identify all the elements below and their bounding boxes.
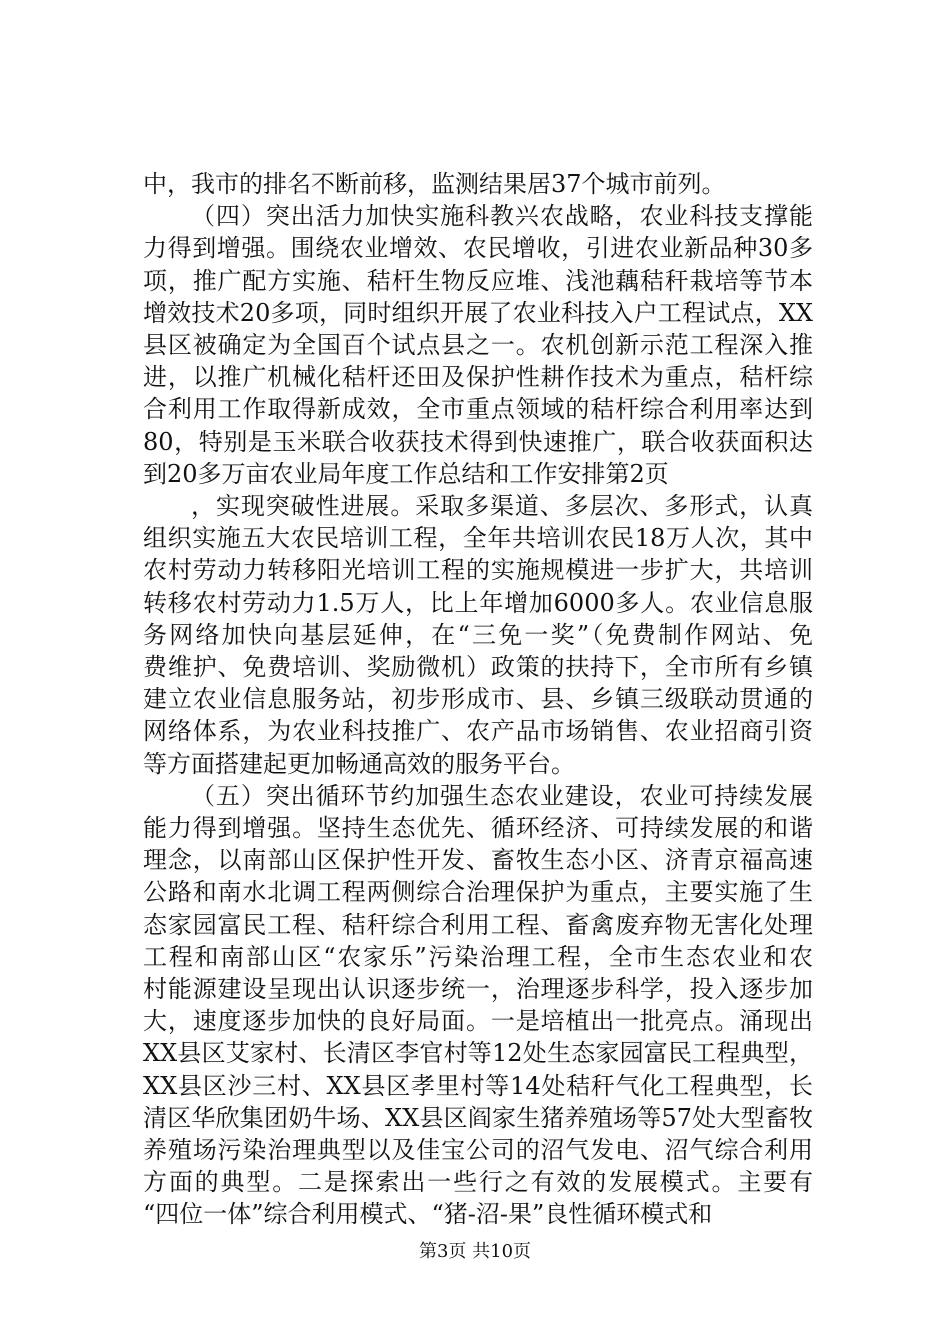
text-line: 县区被确定为全国百个试点县之一。农机创新示范工程深入推: [143, 331, 813, 359]
text-line: “四位一体”综合利用模式、“猪-沼-果”良性循环模式和: [143, 1200, 713, 1229]
text-line: 项，推广配方实施、秸杆生物反应堆、浅池藕秸秆栽培等节本: [143, 266, 813, 295]
text-line: 力得到增强。围绕农业增效、农民增收，引进农业新品种30多: [143, 234, 813, 263]
text-line: 村能源建设呈现出认识逐步统一，治理逐步科学，投入逐步加: [143, 975, 813, 1003]
text-line: （五）突出循环节约加强生态农业建设，农业可持续发展: [191, 781, 813, 810]
text-line: 方面的典型。二是探索出一些行之有效的发展模式。主要有: [143, 1168, 813, 1197]
text-line: ，实现突破性进展。采取多渠道、多层次、多形式，认真: [191, 492, 813, 520]
text-line: 费维护、免费培训、奖励微机）政策的扶持下，全市所有乡镇: [143, 653, 813, 681]
text-line: 转移农村劳动力1.5万人，比上年增加6000多人。农业信息服: [143, 588, 813, 617]
text-line: 网络体系，为农业科技推广、农产品市场销售、农业招商引资: [143, 717, 813, 746]
text-line: 理念，以南部山区保护性开发、畜牧生态小区、济青京福高速: [143, 846, 813, 875]
text-line: 能力得到增强。坚持生态优先、循环经济、可持续发展的和谐: [143, 814, 813, 842]
text-line: 大，速度逐步加快的良好局面。一是培植出一批亮点。涌现出: [143, 1007, 813, 1036]
text-line: 养殖场污染治理典型以及佳宝公司的沼气发电、沼气综合利用: [143, 1136, 813, 1164]
text-line: 合利用工作取得新成效，全市重点领域的秸杆综合利用率达到: [143, 395, 813, 424]
text-line: 工程和南部山区“农家乐”污染治理工程，全市生态农业和农: [143, 942, 813, 971]
text-line: 公路和南水北调工程两侧综合治理保护为重点，主要实施了生: [143, 878, 813, 907]
text-line: 80，特别是玉米联合收获技术得到快速推广，联合收获面积达: [143, 427, 813, 456]
text-line: XX县区艾家村、长清区李官村等12处生态家园富民工程典型，: [143, 1039, 813, 1068]
text-line: 务网络加快向基层延伸，在“三免一奖”（免费制作网站、免: [143, 620, 813, 649]
page-footer: 第3页 共10页: [418, 1241, 532, 1262]
text-line: 等方面搭建起更加畅通高效的服务平台。: [143, 749, 575, 778]
text-line: 态家园富民工程、秸秆综合利用工程、畜禽废弃物无害化处理: [143, 910, 813, 939]
text-line: 增效技术20多项，同时组织开展了农业科技入户工程试点，XX: [143, 298, 813, 327]
text-line: （四）突出活力加快实施科教兴农战略，农业科技支撑能: [191, 202, 813, 231]
text-line: XX县区沙三村、XX县区孝里村等14处秸秆气化工程典型，长: [143, 1071, 813, 1100]
text-line: 清区华欣集团奶牛场、XX县区阎家生猪养殖场等57处大型畜牧: [143, 1103, 813, 1132]
text-line: 到20多万亩农业局年度工作总结和工作安排第2页: [143, 459, 669, 488]
text-line: 建立农业信息服务站，初步形成市、县、乡镇三级联动贯通的: [143, 685, 813, 714]
text-line: 组织实施五大农民培训工程，全年共培训农民18万人次，其中: [143, 524, 813, 553]
text-line: 中，我市的排名不断前移，监测结果居37个城市前列。: [143, 170, 726, 198]
text-line: 进，以推广机械化秸杆还田及保护性耕作技术为重点，秸杆综: [143, 363, 813, 392]
text-line: 农村劳动力转移阳光培训工程的实施规模进一步扩大，共培训: [143, 556, 813, 585]
